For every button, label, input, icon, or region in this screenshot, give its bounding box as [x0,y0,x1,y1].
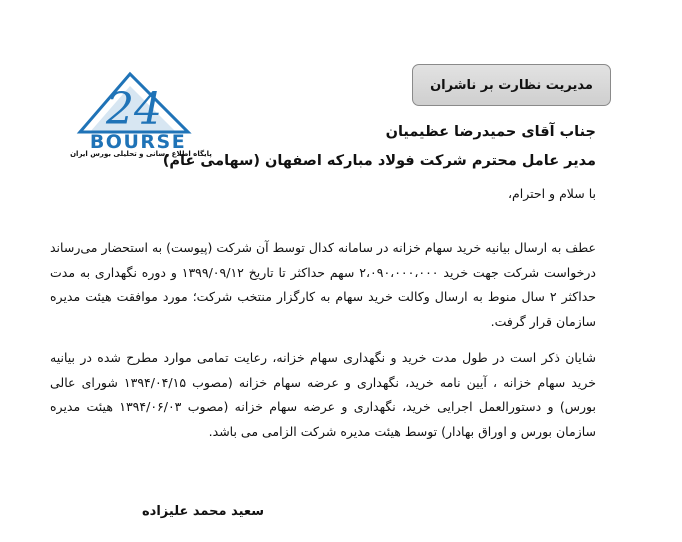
department-header-box [412,64,611,106]
logo-wordmark: BOURSE [89,131,187,150]
bourse24-logo-mark [58,66,218,150]
bourse24-logo [58,66,218,166]
signatory-name: سعید محمد علیزاده [142,504,265,519]
body-paragraph-2: شایان ذکر است در طول مدت خرید و نگهداری سهام خزانه، رعایت تمامی موارد مطرح شده در بیانیه خرید سهام خزانه ، آیین نامه خرید، نگهداری و عرضه سهام خزانه (مصوب ۱۳۹۴/۰۴/۱۵ شورای عالی بورس) و دستورالعمل اجرایی خرید، نگهداری و عرضه سهام خزانه (مصوب ۱۳۹۴/۰۶/۰۳ هیئت مدیره سازمان بورس و اوراق بهادار) توسط هیئت مدیره شرکت الزامی می باشد. [50,350,596,439]
addressee-name: جناب آقای حمیدرضا عظیمیان [385,124,596,140]
logo-number: 24 [106,84,162,135]
body-paragraph-1: عطف به ارسال بیانیه خرید سهام خزانه در سامانه کدال توسط آن شرکت (پیوست) به استحضار می‌رساند درخواست شرکت جهت خرید ۲،۰۹۰،۰۰۰،۰۰۰ سهم حداکثر تا تاریخ ۱۳۹۹/۰۹/۱۲ و دوره نگهداری به مدت حداکثر ۲ سال منوط به ارسال وکالت خرید سهام به کارگزار منتخب شرکت؛ مورد موافقت هیئت مدیره سازمان قرار گرفت. [50,240,597,329]
addressee-title: مدیر عامل محترم شرکت فولاد مبارکه اصفهان (سهامی عام) [162,153,596,169]
logo-tagline: پایگاه اطلاع رسانی و تحلیلی بورس ایران [70,150,212,158]
department-title: مدیریت نظارت بر ناشران [430,77,593,93]
greeting: با سلام و احترام، [507,186,596,201]
